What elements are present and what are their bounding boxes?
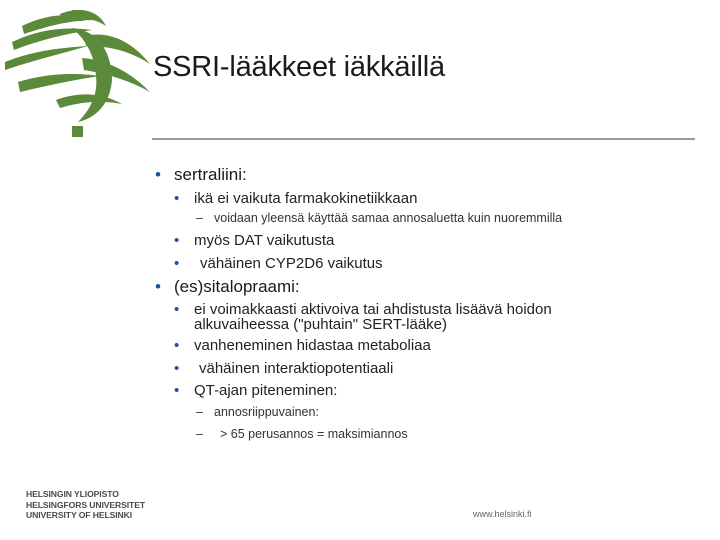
sitalopraami-item: ei voimakkaasti aktivoiva tai ahdistusta lisäävä hoidon [194,301,552,318]
website-link[interactable]: www.helsinki.fi [473,509,532,519]
sitalopraami-item: vanheneminen hidastaa metaboliaa [194,337,431,354]
bullet-icon: • [174,232,180,249]
bullet-icon: • [174,255,180,272]
sertraliini-heading: sertraliini: [174,165,247,184]
sitalopraami-heading: (es)sitalopraami: [174,277,300,296]
university-name-line: UNIVERSITY OF HELSINKI [26,510,133,520]
slide-title: SSRI-lääkkeet iäkkäillä [153,51,445,83]
university-name-line: HELSINGIN YLIOPISTO [26,489,119,499]
sertraliini-item: vähäinen CYP2D6 vaikutus [200,255,383,272]
helsinki-university-flame-logo-icon [0,0,160,150]
bullet-icon: • [174,301,180,318]
sitalopraami-item: vähäinen interaktiopotentiaali [199,360,394,377]
dash-icon: – [196,427,203,441]
bullet-icon: • [174,337,180,354]
university-name-line: HELSINGFORS UNIVERSITET [26,499,145,510]
dash-icon: – [196,211,203,225]
bullet-icon: • [174,382,180,399]
bullet-icon: • [155,277,161,296]
sitalopraami-subitem: > 65 perusannos = maksimiannos [220,427,408,441]
title-divider [152,138,695,140]
sertraliini-subitem: voidaan yleensä käyttää samaa annosaluetta kuin nuoremmilla [214,211,563,225]
sitalopraami-item: QT-ajan piteneminen: [194,382,338,399]
sertraliini-item: ikä ei vaikuta farmakokinetiikkaan [194,190,418,207]
university-name [26,489,145,521]
sitalopraami-item-continued: alkuvaiheessa ("puhtain" SERT-lääke) [194,316,448,333]
sertraliini-item: myös DAT vaikutusta [194,232,335,249]
dash-icon: – [196,405,203,419]
bullet-icon: • [174,360,180,377]
bullet-icon: • [155,165,161,184]
sitalopraami-subitem: annosriippuvainen: [214,405,319,419]
bullet-icon: • [174,190,180,207]
